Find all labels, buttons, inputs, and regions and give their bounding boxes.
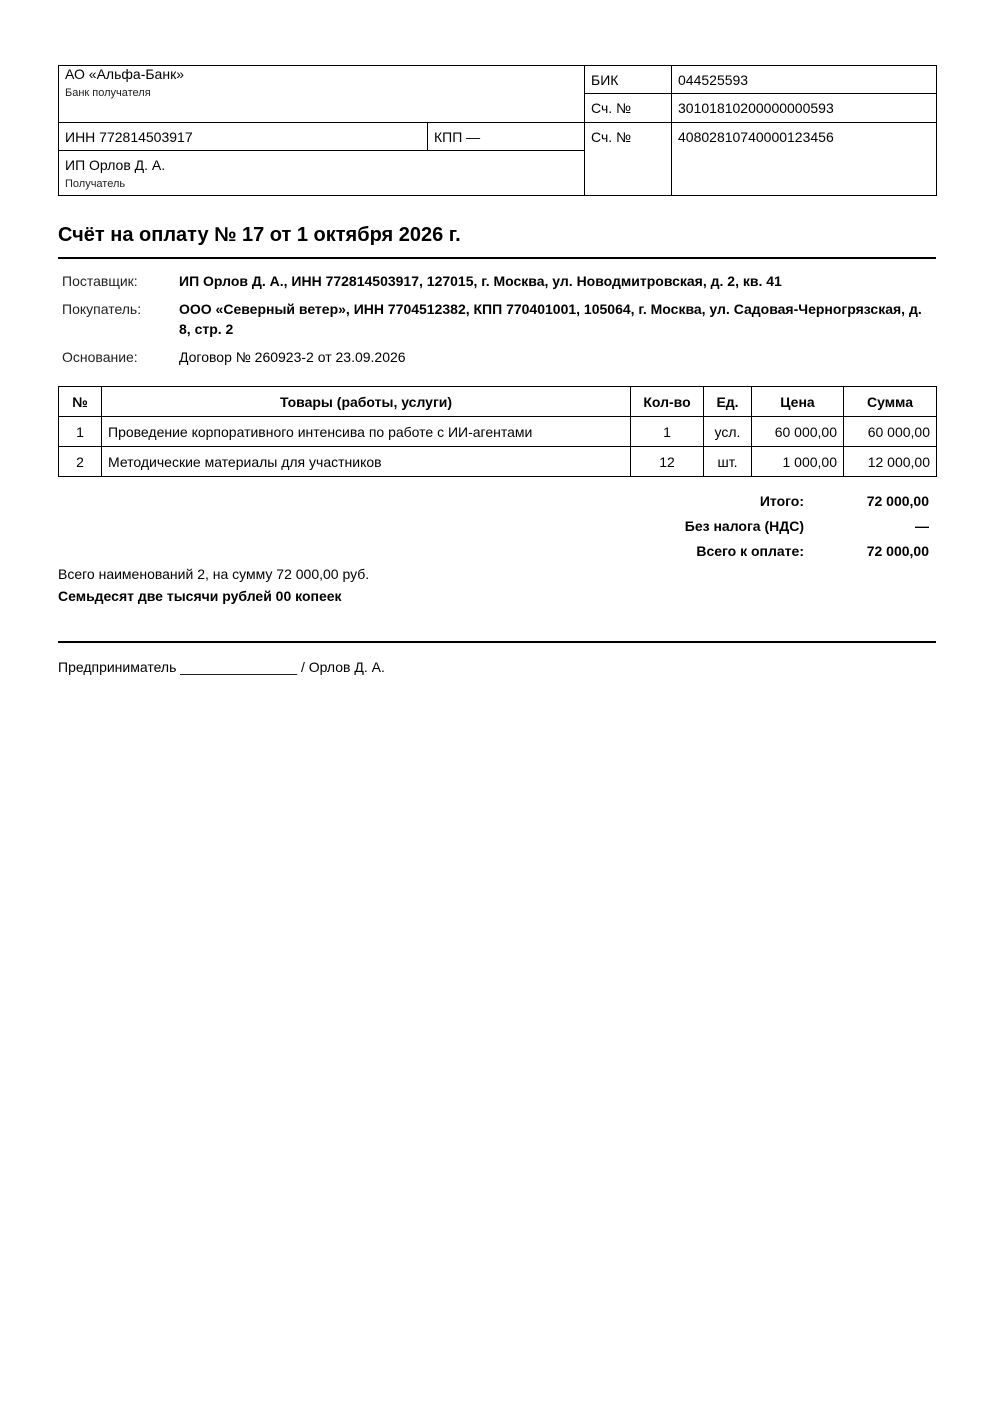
basis-value: Договор № 260923-2 от 23.09.2026 — [179, 349, 406, 365]
inn-cell: ИНН 772814503917 — [59, 123, 428, 151]
row-goods: Методические материалы для участников — [102, 447, 631, 477]
header-goods: Товары (работы, услуги) — [102, 387, 631, 417]
total-label: Итого: — [759, 492, 804, 509]
row-price: 60 000,00 — [752, 417, 844, 447]
header-number: № — [59, 387, 102, 417]
bik-label: БИК — [585, 66, 672, 94]
basis-label: Основание: — [62, 349, 138, 365]
items-header-row — [59, 387, 937, 417]
items-summary: Всего наименований 2, на сумму 72 000,00 руб. — [58, 566, 370, 582]
row-unit: шт. — [704, 447, 752, 477]
row-goods: Проведение корпоративного интенсива по работе с ИИ-агентами — [102, 417, 631, 447]
bank-name-caption: Банк получателя — [65, 87, 151, 99]
invoice-title: Счёт на оплату № 17 от 1 октября 2026 г. — [58, 224, 461, 246]
signature-divider — [58, 641, 936, 643]
buyer-value: ООО «Северный ветер», ИНН 7704512382, КПП 770401001, 105064, г. Москва, ул. Садовая-Черногрязская, д. 8, стр. 2 — [179, 301, 922, 337]
row-sum: 60 000,00 — [844, 417, 937, 447]
table-row — [59, 447, 937, 477]
row-number: 2 — [59, 447, 102, 477]
account-value: 40802810740000123456 — [672, 123, 937, 196]
table-row — [59, 417, 937, 447]
parties-table — [58, 269, 936, 373]
total-row — [564, 488, 936, 513]
supplier-row — [58, 269, 936, 297]
amount-in-words: Семьдесят две тысячи рублей 00 копеек — [58, 588, 342, 604]
signature-line: Предприниматель _______________ / Орлов Д. А. — [58, 659, 385, 675]
basis-row — [58, 345, 936, 373]
buyer-row — [58, 297, 936, 345]
invoice-page — [58, 65, 936, 675]
header-sum: Сумма — [844, 387, 937, 417]
vat-row — [564, 513, 936, 538]
totals-table — [564, 488, 936, 563]
kpp-cell: КПП — — [428, 123, 585, 151]
row-quantity: 1 — [631, 417, 704, 447]
header-price: Цена — [752, 387, 844, 417]
corr-account-value: 30101810200000000593 — [672, 94, 937, 123]
corr-account-label: Сч. № — [585, 94, 672, 123]
recipient-name: ИП Орлов Д. А. — [65, 157, 166, 173]
vat-value: — — [915, 517, 929, 534]
bank-name-cell — [59, 66, 585, 123]
recipient-caption: Получатель — [65, 178, 126, 190]
buyer-label: Покупатель: — [62, 301, 142, 317]
row-quantity: 12 — [631, 447, 704, 477]
header-unit: Ед. — [704, 387, 752, 417]
amount-due-row — [564, 538, 936, 563]
items-table — [58, 386, 937, 477]
recipient-cell — [59, 151, 585, 196]
row-unit: усл. — [704, 417, 752, 447]
supplier-value: ИП Орлов Д. А., ИНН 772814503917, 127015, г. Москва, ул. Новодмитровская, д. 2, кв. 41 — [179, 273, 782, 289]
row-price: 1 000,00 — [752, 447, 844, 477]
header-quantity: Кол-во — [631, 387, 704, 417]
total-value: 72 000,00 — [866, 492, 929, 509]
title-divider — [58, 257, 936, 259]
row-sum: 12 000,00 — [844, 447, 937, 477]
vat-label: Без налога (НДС) — [684, 517, 804, 534]
amount-due-value: 72 000,00 — [866, 542, 929, 559]
bank-requisites — [58, 65, 937, 196]
bik-value: 044525593 — [672, 66, 937, 94]
amount-due-label: Всего к оплате: — [696, 542, 804, 559]
row-number: 1 — [59, 417, 102, 447]
supplier-label: Поставщик: — [62, 273, 138, 289]
account-label: Сч. № — [585, 123, 672, 196]
bank-name: АО «Альфа-Банк» — [65, 66, 184, 82]
